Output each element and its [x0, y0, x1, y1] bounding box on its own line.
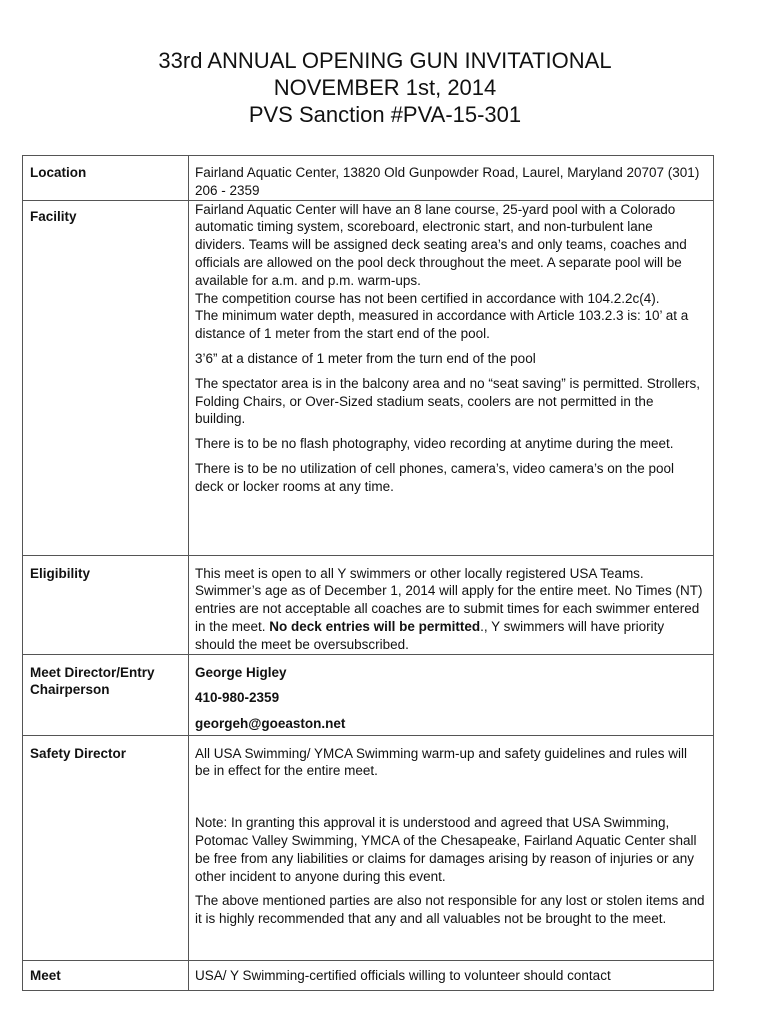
safety-director-label: Safety Director — [23, 735, 189, 960]
meet-info-table — [22, 155, 714, 991]
safety-para-2: Note: In granting this approval it is understood and agreed that USA Swimming, Potomac Valley Swimming, YMCA of the Chesapeake, Fairland Aquatic Center shall be free from any liabilities or claims for damages arising by reason of injuries or any other incident to anyone during this event. — [195, 815, 697, 884]
director-name: George Higley — [195, 664, 287, 680]
meet-label: Meet — [23, 960, 189, 990]
eligibility-text-after: ., Y swimmers will have priority should the meet be oversubscribed. — [195, 618, 665, 652]
facility-para-2: The competition course has not been certified in accordance with 104.2.2c(4). — [195, 290, 660, 306]
document-title — [0, 47, 770, 128]
facility-para-5: The spectator area is in the balcony area and no “seat saving” is permitted. Strollers, Folding Chairs, or Over-Sized stadium seats, coolers are not permitted in the building. — [195, 375, 701, 427]
eligibility-text — [195, 565, 705, 654]
meet-text: USA/ Y Swimming-certified officials willing to volunteer should contact — [195, 967, 611, 983]
row-meet — [23, 960, 714, 990]
title-line-1: 33rd ANNUAL OPENING GUN INVITATIONAL — [158, 48, 612, 73]
location-text: Fairland Aquatic Center, 13820 Old Gunpowder Road, Laurel, Maryland 20707 (301) 206 - 2359 — [195, 165, 700, 198]
director-email: georgeh@goeaston.net — [195, 716, 346, 732]
safety-para-3: The above mentioned parties are also not responsible for any lost or stolen items and it is highly recommended that any and all valuables not be brought to the meet. — [195, 893, 705, 927]
location-cell — [189, 156, 714, 201]
meet-cell — [189, 960, 714, 990]
location-label: Location — [23, 156, 189, 201]
meet-director-cell — [189, 654, 714, 735]
facility-cell — [189, 200, 714, 555]
row-eligibility — [23, 555, 714, 654]
row-safety-director — [23, 735, 714, 960]
row-location — [23, 156, 714, 201]
facility-para-4: 3’6” at a distance of 1 meter from the turn end of the pool — [195, 350, 536, 366]
meet-director-label: Meet Director/Entry Chairperson — [23, 654, 189, 735]
safety-para-1: All USA Swimming/ YMCA Swimming warm-up and safety guidelines and rules will be in effect for the entire meet. — [195, 745, 687, 779]
facility-para-7: There is to be no utilization of cell phones, camera’s, video camera’s on the pool deck or locker rooms at any time. — [195, 460, 675, 494]
facility-para-3: The minimum water depth, measured in accordance with Article 103.2.3 is: 10’ at a distance of 1 meter from the start end of the pool. — [195, 308, 689, 342]
no-deck-entries-notice: No deck entries will be permitted — [269, 618, 481, 634]
title-line-2: NOVEMBER 1st, 2014 — [273, 75, 497, 100]
safety-director-cell — [189, 735, 714, 960]
title-line-3: PVS Sanction #PVA-15-301 — [248, 102, 522, 127]
facility-label: Facility — [23, 200, 189, 555]
director-phone: 410-980-2359 — [195, 690, 280, 706]
eligibility-cell — [189, 555, 714, 654]
facility-para-1: Fairland Aquatic Center will have an 8 lane course, 25-yard pool with a Colorado automatic timing system, scoreboard, electronic start, and non-turbulent lane dividers. Teams will be assigned deck seating area’s and only teams, coaches and officials are allowed on the pool deck throughout the meet. A separate pool will be available for a.m. and p.m. warm-ups. — [195, 201, 687, 288]
facility-para-6: There is to be no flash photography, video recording at anytime during the meet. — [195, 436, 674, 452]
row-facility — [23, 200, 714, 555]
eligibility-label: Eligibility — [23, 555, 189, 654]
row-meet-director — [23, 654, 714, 735]
eligibility-text-before: This meet is open to all Y swimmers or other locally registered USA Teams. Swimmer’s age as of December 1, 2014 will apply for the entire meet. No Times (NT) entries are not acceptable all coaches are to submit times for each swimmer entered in the meet. — [195, 565, 703, 634]
